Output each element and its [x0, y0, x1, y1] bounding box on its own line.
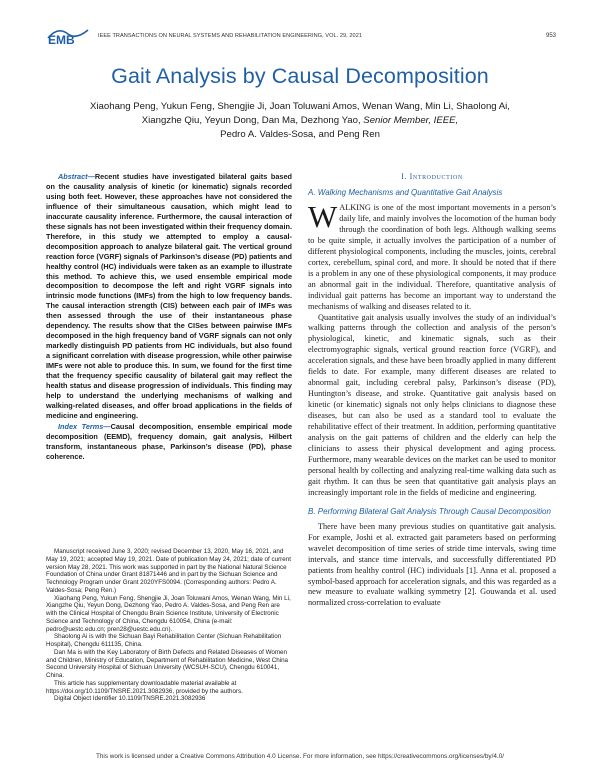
index-terms-label: Index Terms	[58, 421, 104, 431]
author-line-3	[60, 128, 540, 142]
author-line-1-text: Xiaohang Peng, Yukun Feng, Shengjie Ji, Joan Toluwani Amos, Wenan Wang, Min Li, Shaolong Ai,	[90, 101, 510, 112]
subsection-heading-a: A. Walking Mechanisms and Quantitative Gait Analysis	[308, 188, 503, 197]
footnote-affiliation-main: Xiaohang Peng, Yukun Feng, Shengjie Ji, Joan Toluwani Amos, Wenan Wang, Min Li, Xiangzhe Qiu, Yeyun Dong, Dezhong Yao, Pedro A. Valdes-Sosa, and Peng Ren are with the Clinical Hospital of Chengdu Brain Science Institute, University of Electronic Science and Technology of China, Chengdu 610054, China (e-mail: pedro@uestc.edu.cn; pren28@uestc.edu.cn).	[46, 594, 291, 633]
section-heading-introduction: I. Introduction	[401, 172, 463, 181]
intro-paragraph-1	[308, 199, 556, 313]
left-column	[46, 172, 292, 462]
author-line-2	[60, 114, 540, 128]
page-header	[46, 24, 556, 46]
logo-text: EMB	[48, 33, 75, 46]
abstract-label: Abstract	[58, 172, 88, 181]
intro-first-word: ALKING	[339, 203, 371, 212]
index-terms	[46, 422, 292, 462]
subsection-heading-b: B. Performing Bilateral Gait Analysis Through Causal Decomposition	[308, 506, 551, 516]
footnote-supplementary: This article has supplementary downloadable material available at https://doi.org/10.1109/TNSRE.2021.3082936, provided by the authors.	[46, 679, 243, 695]
intro-paragraph-1-text: is one of the most important movements in a person’s daily life, and mainly involves the locomotion of the human body through the coordination of both legs. Although walking seems to be quite simple, it actually involves the participation of a number of different physiological components, including the muscles, joints, cerebral cortex, cerebellum, spinal cord, and more. It should be noted that if there is a problem in any one of these physiological components, it may produce an abnormal gait in the individual. Therefore, quantitative analysis of individual gait patterns has become an important way to understand the mechanisms of walking and diseases related to it.	[308, 203, 556, 311]
author-line-1	[60, 100, 540, 114]
right-column	[308, 172, 556, 609]
author-line-3-text: Pedro A. Valdes-Sosa, and Peng Ren	[220, 129, 380, 140]
journal-name: IEEE TRANSACTIONS ON NEURAL SYSTEMS AND REHABILITATION ENGINEERING, VOL. 29, 2021	[98, 33, 363, 39]
author-list	[60, 100, 540, 142]
intro-paragraph-3: There have been many previous studies on quantitative gait analysis. For example, Joshi et al. extracted gait parameters based on performing wavelet decomposition of time series of stride time intervals, swing time intervals, and stance time intervals, and successfully differentiated PD patients from healthy control (HC) individuals [1]. Anna et al. proposed a symbol-based approach for acceleration signals, and this was regarded as a new measure to evaluate walking symmetry [2]. Gouwanda et al. used normalized cross-correlation to evaluate	[308, 521, 556, 608]
author-membership: Senior Member, IEEE,	[363, 115, 459, 126]
index-terms-dash: —	[103, 421, 111, 431]
page-number: 953	[545, 33, 556, 39]
footnote-affiliation-ai: Shaolong Ai is with the Sichuan Bayi Rehabilitation Center (Sichuan Rehabilitation Hospital), Chengdu 611135, China.	[46, 633, 282, 648]
drop-cap: W	[308, 199, 338, 234]
intro-paragraph-2: Quantitative gait analysis usually involves the study of an individual’s walking patterns through the collection and analysis of the person’s physiological, kinetic, and kinematic signals, such as their electromyographic signals, vertical ground reaction force (VGRF), and acceleration signals, and these have been broadly applied in many different fields to date. For example, many different diseases are related to abnormal gait, including cerebral palsy, Parkinson’s disease (PD), Huntington’s disease, and stroke. Quantitative gait analysis based on kinetic (or kinematic) signals not only helps clinicians to diagnose these diseases, but can also be used as a standard tool to evaluate the rehabilitative effect of their treatment. In addition, performing quantitative analysis on the gait patterns of children and the elderly can help the clinicians to assess their physical development and aging process. Furthermore, many wearable devices on the market can be used to monitor personal health by collecting and analyzing real-time walking data such as gait rhythm. It can thus be seen that quantitative gait analysis plays an increasingly important role in the fields of medicine and engineering.	[308, 312, 556, 497]
author-line-2-text: Xiangzhe Qiu, Yeyun Dong, Dan Ma, Dezhong Yao,	[141, 115, 361, 126]
footnotes	[46, 548, 292, 703]
abstract-dash: —	[87, 172, 95, 181]
footnote-affiliation-ma: Dan Ma is with the Key Laboratory of Birth Defects and Related Diseases of Women and Children, Ministry of Education, Department of Rehabilitation Medicine, West China Second University Hospital of Sichuan University (WCSUH-SCU), Chengdu 610041, China.	[46, 648, 289, 679]
footnote-manuscript: Manuscript received June 3, 2020; revised December 13, 2020, May 16, 2021, and May 19, 2021; accepted May 19, 2021. Date of publication May 24, 2021; date of current version May 28, 2021. This work was supported in part by the National Natural Science Foundation of China under Grant 81871446 and in part by the Sichuan Science and Technology Program under Grant 2020YFS0094. (Corresponding authors: Pedro A. Valdes-Sosa; Peng Ren.)	[46, 548, 291, 594]
license-notice: This work is licensed under a Creative Commons Attribution 4.0 License. For more information, see https://creativecommons.org/licenses/by/4.0/	[95, 753, 505, 760]
footnote-doi: Digital Object Identifier 10.1109/TNSRE.2021.3082936	[54, 695, 206, 703]
emb-logo	[46, 24, 90, 46]
index-terms-text: Causal decomposition, ensemble empirical mode decomposition (EEMD), frequency domain, gait analysis, Hilbert transform, instantaneous phase, Parkinson’s disease (PD), phase coherence.	[46, 421, 293, 461]
abstract-text: Recent studies have investigated bilateral gaits based on the causality analysis of kinetic (or kinematic) signals recorded using both feet. However, these approaches have not considered the influence of their simultaneous causation, which might lead to inaccurate causality inference. Furthermore, the causal interaction of these signals has not been investigated within their frequency domain. Therefore, in this study we attempted to employ a causal-decomposition approach to analyze bilateral gait. The vertical ground reaction force (VGRF) signals of Parkinson’s disease (PD) patients and healthy control (HC) individuals were taken as an example to illustrate this method. To achieve this, we used ensemble empirical mode decomposition to decompose the left and right VGRF signals into intrinsic mode functions (IMFs) from the high to low frequency bands. The causal interaction strength (CIS) between each pair of IMFs was then assessed through the use of their instantaneous phase dependency. The results show that the CISes between pairwise IMFs decomposed in the high frequency band of VGRF signals can not only markedly distinguish PD patients from HC individuals, but also found a significant correlation with disease progression, while other pairwise IMFs were not able to produce this. In sum, we found for the first time that the frequency specific causality of bilateral gait may reflect the health status and disease progression of individuals. This finding may help to understand the underlying mechanisms of walking and walking-related diseases, and offer broad applications in the fields of medicine and engineering.	[46, 172, 292, 420]
abstract	[46, 172, 292, 421]
paper-title: Gait Analysis by Causal Decomposition	[111, 64, 489, 88]
